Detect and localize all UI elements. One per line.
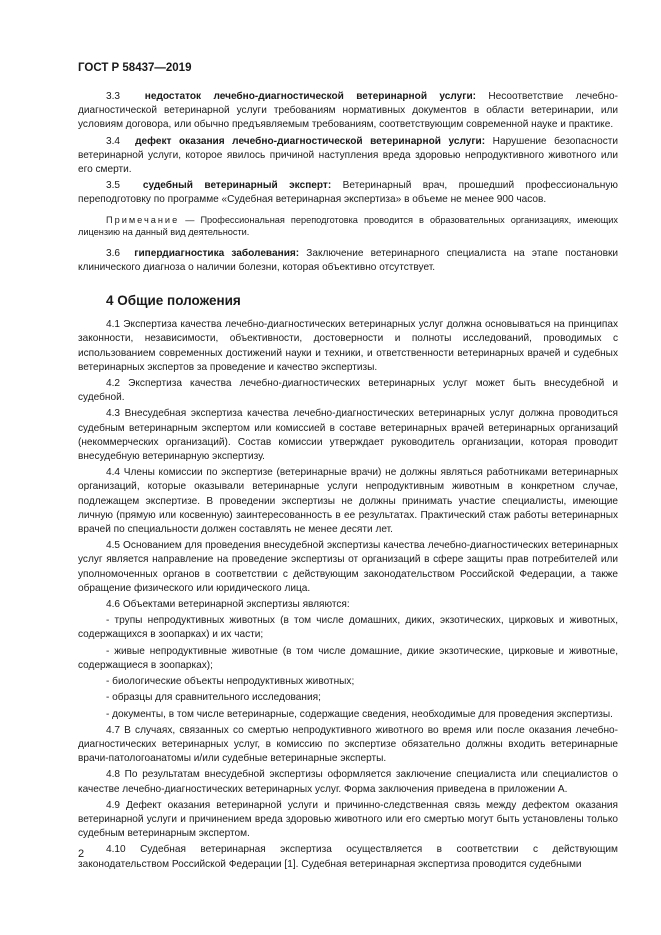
paragraph: 4.5 Основанием для проведения внесудебной экспертизы качества лечебно-диагностических ветеринарных услуг является направление на проведение экспертизы от организаций в сфере защиты прав потребителей или уполномоченных органов в соответствии с действующим законодательством Российской Федерации, а также обращение физического или юридического лица. <box>78 540 618 594</box>
note <box>78 214 618 239</box>
term-definition: Несоответствие лечебно-диагностической ветеринарной услуги требованиям нормативных документов в области ветеринарии, или условиям договора, или обычно предъявляемым требованиям, соответствующим современной науке и практике. <box>78 91 618 131</box>
term-name: гипердиагностика заболевания: <box>134 247 300 259</box>
term-number: 3.5 <box>106 180 121 192</box>
section-heading: 4 Общие положения <box>106 293 241 309</box>
list-item: - биологические объекты непродуктивных животных; <box>106 676 355 688</box>
term-name: судебный ветеринарный эксперт: <box>142 180 332 192</box>
paragraph: 4.8 По результатам внесудебной экспертизы оформляется заключение специалиста или специалистов о качестве лечебно-диагностических ветеринарных услуг. Форма заключения приведена в приложении А. <box>78 769 618 795</box>
term-number: 3.4 <box>106 135 121 147</box>
note-label: Примечание <box>106 214 180 225</box>
list-item: - живые непродуктивные животные (в том числе домашние, дикие экзотические, цирковые и животные, содержащиеся в зоопарках); <box>78 645 618 671</box>
paragraph: 4.10 Судебная ветеринарная экспертиза осуществляется в соответствии с действующим законодательством Российской Федерации [1]. Судебная ветеринарная экспертиза проводится судебными <box>78 844 618 870</box>
term-3-4 <box>78 135 618 178</box>
list-item: - трупы непродуктивных животных (в том числе домашних, диких, экзотических, цирковых и животных, содержащихся в зоопарках) и их части; <box>78 615 618 641</box>
term-3-5 <box>78 179 618 207</box>
paragraph: 4.9 Дефект оказания ветеринарной услуги и причинно-следственная связь между дефектом оказания ветеринарной услуги и причинением вреда здоровью животного или его смертью могут быть установлены только судебным ветеринарным экспертом. <box>78 799 618 840</box>
list-item: - образцы для сравнительного исследования; <box>106 692 321 704</box>
paragraph: 4.2 Экспертиза качества лечебно-диагностических ветеринарных услуг может быть внесудебной и судебной. <box>78 378 618 404</box>
term-name: дефект оказания лечебно-диагностической ветеринарной услуги: <box>135 135 486 147</box>
term-definition: Заключение ветеринарного специалиста на этапе постановки клинического диагноза о наличии болезни, которая объективно отсутствует. <box>78 247 618 274</box>
term-number: 3.3 <box>106 91 121 102</box>
paragraph: 4.7 В случаях, связанных со смертью непродуктивного животного во время или после оказания лечебно-диагностических ветеринарных услуг, в комиссию по экспертизе обязательно должны входить ветеринарные врачи-патологоанатомы и/или судебные ветеринарные эксперты. <box>78 724 618 765</box>
note-text: — Профессиональная переподготовка проводится в образовательных организациях, имеющих лицензию на данный вид деятельности. <box>78 214 618 238</box>
document-body <box>78 90 618 872</box>
paragraph: 4.3 Внесудебная экспертиза качества лечебно-диагностических ветеринарных услуг должна проводиться судебным ветеринарным экспертом или комиссией в составе ветеринарных врачей ветеринарных организаций (некоммерческих организаций). Состав комиссии утверждает руководитель организации, которая проводит внесудебную ветеринарную экспертизу. <box>78 408 618 463</box>
term-definition: Ветеринарный врач, прошедший профессиональную переподготовку по программе «Судебная ветеринарная экспертиза» в объеме не менее 900 часов. <box>78 180 619 206</box>
paragraph: 4.6 Объектами ветеринарной экспертизы являются: <box>106 599 350 611</box>
term-3-6 <box>78 247 618 275</box>
term-number: 3.6 <box>106 247 121 259</box>
page-number: 2 <box>78 848 85 860</box>
paragraph: 4.1 Экспертиза качества лечебно-диагностических ветеринарных услуг должна основываться на принципах законности, независимости, объективности, достоверности и полноты исследований, проводимых с использованием современных достижений науки и техники, и ответственности ветеринарных врачей и судебных ветеринарных экспертов за проведение и качество экспертизы. <box>78 319 618 373</box>
paragraph: 4.4 Члены комиссии по экспертизе (ветеринарные врачи) не должны являться работниками ветеринарных организаций, которые оказывали ветеринарные услуги непродуктивным животным в конкретном случае, подлежащем экспертизе. В проведении экспертизы не должны принимать участие специалисты, имеющие личную (прямую или косвенную) заинтересованность в ее результатах. Практический стаж работы ветеринарных врачей по специальности должен составлять не менее десяти лет. <box>78 467 618 536</box>
term-name: недостаток лечебно-диагностической ветеринарной услуги: <box>144 91 477 102</box>
document-header: ГОСТ Р 58437—2019 <box>78 62 192 74</box>
term-3-3 <box>78 90 618 133</box>
term-definition: Нарушение безопасности ветеринарной услуги, которое явилось причиной наступления вреда здоровью непродуктивного животного или его смерти. <box>78 135 618 176</box>
list-item: - документы, в том числе ветеринарные, содержащие сведения, необходимые для проведения экспертизы. <box>106 708 613 720</box>
